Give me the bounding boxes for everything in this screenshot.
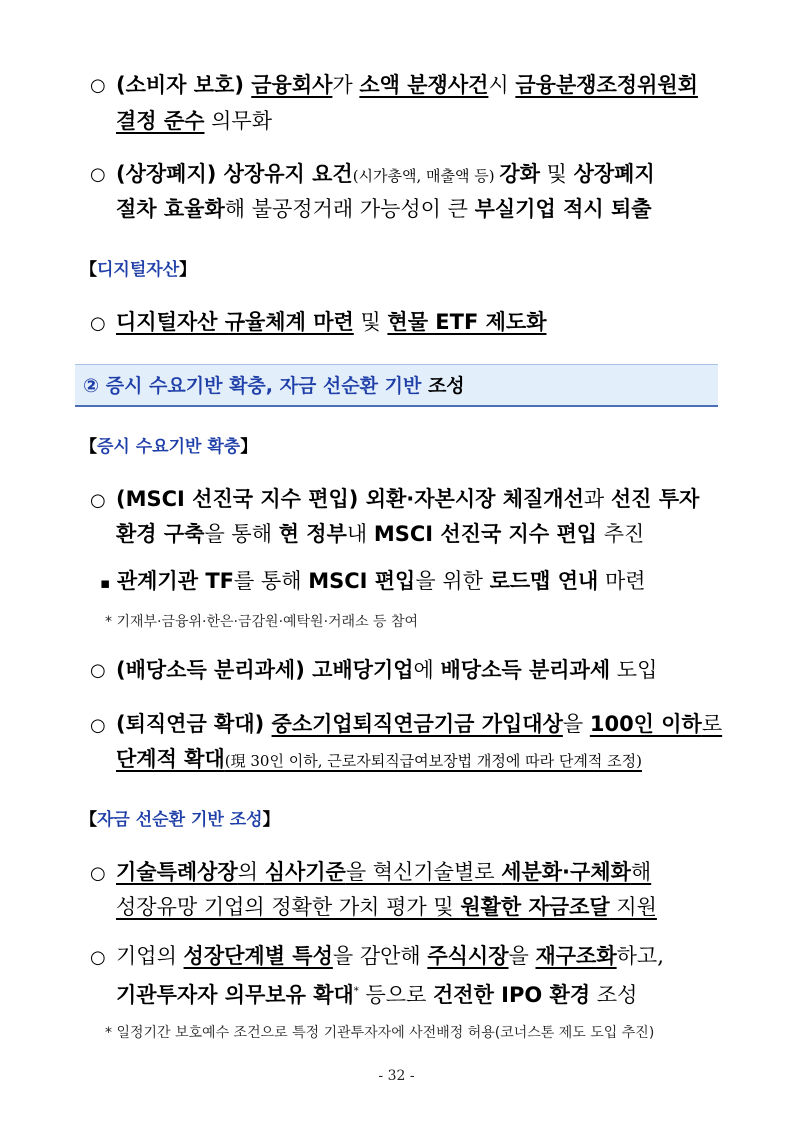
msci-text: 환경 구축: [116, 522, 205, 546]
consumer-text: 시: [488, 73, 516, 97]
tf-text: 관계기관 TF: [116, 569, 234, 593]
bracket-close: 】: [240, 437, 258, 457]
heading-text: 자금 선순환 기반 조성: [97, 810, 263, 830]
delisting-text: (시가총액, 매출액 등): [352, 167, 500, 185]
delisting-text: 해 불공정거래 가능성이 큰: [224, 197, 475, 221]
digital-text: 디지털자산 규율체계 마련: [116, 310, 354, 334]
growth-footnote: * 일정기간 보호예수 조건으로 특정 기관투자자에 사전배정 허용(코너스톤 제도 도입 추진): [105, 1025, 655, 1041]
circle-bullet-icon: ○: [90, 715, 106, 736]
growth-text: 주식시장: [427, 944, 509, 968]
consumer-text: 가: [332, 73, 360, 97]
msci-text: 현 정부: [278, 522, 347, 546]
growth-line-2: [116, 977, 637, 1010]
tf-text: MSCI 편입: [308, 569, 416, 593]
bracket-close: 】: [262, 810, 280, 830]
tf-subitem: [100, 566, 646, 598]
msci-text: 선진 투자: [610, 487, 700, 511]
delisting-label: (상장폐지): [116, 162, 224, 186]
growth-line-1: [116, 941, 664, 971]
dividend-text: 에: [413, 658, 441, 682]
consumer-text: 결정 준수: [116, 109, 205, 133]
growth-text: 성장단계별 특성: [183, 944, 333, 968]
consumer-text: 금융회사: [251, 73, 333, 97]
section-2-bar: [75, 364, 718, 407]
techlisting-line-1: [116, 857, 651, 887]
tf-footnote: * 기재부·금융위·한은·금감원·예탁원·거래소 등 참여: [105, 614, 419, 630]
msci-text: 외환·자본시장 체질개선: [365, 487, 584, 511]
growth-text: 기업의: [116, 944, 184, 968]
section-title-blue: 증시 수요기반 확충, 자금 선순환 기반: [105, 375, 422, 397]
delisting-text: 부실기업 적시 퇴출: [474, 197, 652, 221]
tf-text: 을 위한: [415, 569, 490, 593]
msci-line-2: [116, 519, 644, 549]
section-title-black: 조성: [421, 375, 465, 397]
digital-heading: [80, 255, 196, 280]
pension-text: 중소기업퇴직연금기금 가입대상: [271, 712, 563, 736]
techlisting-text: 지원: [609, 895, 657, 919]
bracket-open: 【: [80, 260, 97, 280]
techlisting-text: 심사기준: [264, 860, 346, 884]
msci-line-1: [116, 484, 699, 514]
delisting-text: 상장폐지: [573, 162, 655, 186]
footnote-marker: *: [353, 986, 359, 997]
growth-text: 을 감안해: [332, 944, 428, 968]
growth-text: 건전한 IPO 환경: [433, 983, 591, 1007]
delisting-text: 절차 효율화: [116, 197, 225, 221]
msci-text: 내: [346, 522, 374, 546]
consumer-text: 의무화: [204, 109, 273, 133]
delisting-text: 상장유지 요건: [223, 162, 353, 186]
bracket-open: 【: [80, 810, 97, 830]
techlisting-line-2: [116, 892, 657, 922]
demand-heading: [80, 432, 257, 457]
fund-heading: [80, 805, 280, 830]
dividend-text: 배당소득 분리과세: [440, 658, 611, 682]
digital-text: 현물 ETF 제도화: [387, 310, 547, 334]
delisting-text: 강화: [499, 162, 540, 186]
growth-text: 하고,: [616, 944, 664, 968]
pension-text: (現 30인 이하, 근로자퇴직급여보장법 개정에 따라 단계적 조정): [224, 752, 642, 770]
circle-bullet-icon: ○: [90, 75, 106, 96]
delisting-text: 및: [539, 162, 574, 186]
growth-text: 조성: [590, 983, 638, 1007]
circle-bullet-icon: ○: [90, 947, 106, 968]
consumer-line-2: [116, 106, 272, 136]
techlisting-text: 해: [630, 860, 652, 884]
pension-text: 을: [562, 712, 590, 736]
pension-label: (퇴직연금 확대): [116, 712, 272, 736]
digital-text: 및: [353, 310, 388, 334]
section-number: ②: [83, 375, 100, 397]
tf-text: 로드맵 연내: [489, 569, 599, 593]
bracket-open: 【: [80, 437, 97, 457]
circle-bullet-icon: ○: [90, 490, 106, 511]
dividend-line: [116, 655, 657, 685]
techlisting-text: 원활한 자금조달: [460, 895, 610, 919]
techlisting-text: 기술특례상장: [116, 860, 238, 884]
consumer-text: 금융분쟁조정위원회: [515, 73, 698, 97]
techlisting-text: 을 혁신기술별로: [345, 860, 502, 884]
msci-text: 을 통해: [204, 522, 279, 546]
pension-text: 단계적 확대: [116, 747, 225, 771]
circle-bullet-icon: ○: [90, 863, 106, 884]
pension-text: 로: [701, 712, 723, 736]
techlisting-text: 성장유망 기업의 정확한 가치 평가 및: [116, 895, 461, 919]
circle-bullet-icon: ○: [90, 313, 106, 334]
tf-text: 를 통해: [233, 569, 309, 593]
dividend-text: 도입: [610, 658, 658, 682]
msci-label: (MSCI 선진국 지수 편입): [116, 487, 366, 511]
growth-text: 등으로: [358, 983, 433, 1007]
pension-line-2: [116, 744, 642, 776]
page-number: - 32 -: [378, 1068, 415, 1084]
heading-text: 디지털자산: [97, 260, 180, 280]
delisting-line-2: [116, 194, 652, 224]
circle-bullet-icon: ○: [90, 660, 106, 681]
techlisting-text: 세분화·구체화: [501, 860, 631, 884]
tf-text: 마련: [598, 569, 646, 593]
bracket-close: 】: [179, 260, 197, 280]
consumer-line-1: [116, 70, 698, 100]
consumer-text: 소액 분쟁사건: [359, 73, 489, 97]
growth-text: 재구조화: [535, 944, 617, 968]
delisting-line-1: [116, 159, 655, 191]
techlisting-text: 의: [237, 860, 265, 884]
section-2-title: [83, 371, 465, 398]
pension-text: 100인 이하: [589, 712, 702, 736]
consumer-label: (소비자 보호): [116, 73, 252, 97]
dividend-text: 고배당기업: [312, 658, 414, 682]
dividend-label: (배당소득 분리과세): [116, 658, 313, 682]
msci-text: 과: [583, 487, 611, 511]
growth-text: 을: [508, 944, 536, 968]
msci-text: MSCI 선진국 지수 편입: [373, 522, 598, 546]
circle-bullet-icon: ○: [90, 164, 106, 185]
msci-text: 추진: [597, 522, 645, 546]
heading-text: 증시 수요기반 확충: [97, 437, 241, 457]
digital-line: [116, 307, 547, 337]
pension-line-1: [116, 709, 722, 739]
square-bullet-icon: ▪: [100, 574, 111, 592]
growth-text: 기관투자자 의무보유 확대: [116, 983, 354, 1007]
